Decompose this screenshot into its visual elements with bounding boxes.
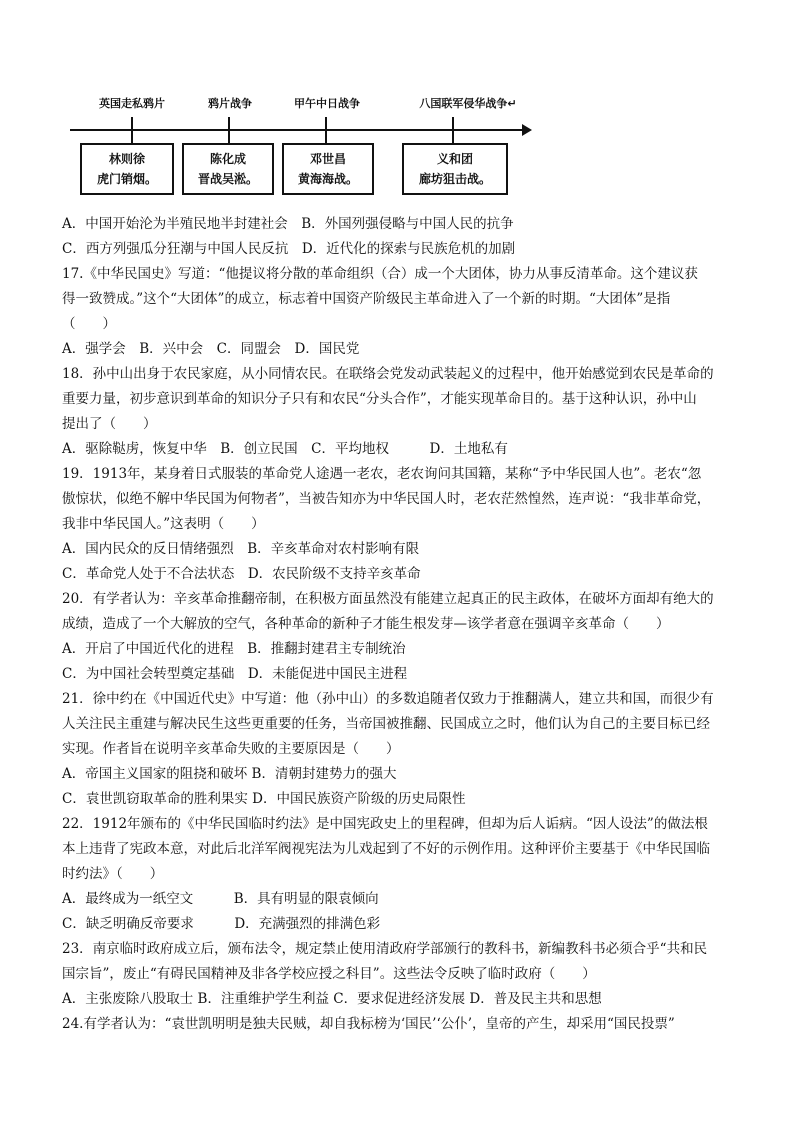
question-text: 22．1912年颁布的《中华民国临时约法》是中国宪政史上的里程碑，但却为后人诟病。“因人设法”的做法根: [62, 816, 708, 832]
timeline-box-line: 黄海海战。: [297, 172, 358, 186]
timeline-event: 鸦片战争: [208, 97, 252, 110]
timeline-box-line: 虎门销烟。: [96, 172, 157, 186]
question-text: 成绩，造成了一个大解放的空气，各种革命的新种子才能生根发芽—该学者意在强调辛亥革命（ ）: [62, 616, 670, 632]
question-text: 提出了（ ）: [62, 416, 157, 432]
question-text: 本上违背了宪政本意，对此后北洋军阀视宪法为儿戏起到了不好的示例作用。这种评价主要基于《中华民国临: [62, 841, 710, 857]
option-line: A．主张废除八股取士 B．注重维护学生利益 C．要求促进经济发展 D．普及民主共和思想: [62, 991, 602, 1007]
option-line: A．国内民众的反日情绪强烈 B．辛亥革命对农村影响有限: [62, 541, 420, 557]
timeline-connector: [228, 129, 230, 143]
timeline-box: [182, 143, 274, 195]
question-text: 23．南京临时政府成立后，颁布法令，规定禁止使用清政府学部颁行的教科书，新编教科书必须合乎“共和民: [62, 941, 708, 957]
timeline-tick: [228, 117, 230, 129]
timeline-box-line: 陈化成: [209, 152, 246, 166]
timeline-axis: [70, 129, 525, 131]
timeline-connector: [452, 129, 454, 143]
question-text: 20．有学者认为：辛亥革命推翻帝制，在积极方面虽然没有能建立起真正的民主政体，在破坏方面却有绝大的: [62, 591, 714, 607]
question-text: 重要力量，初步意识到革命的知识分子只有和农民“分头合作”，才能实现革命目的。基于这种认识，孙中山: [62, 391, 697, 407]
timeline-box-line: 林则徐: [108, 152, 145, 166]
question-text: 24.有学者认为：“袁世凯明明是独夫民贼，却自我标榜为‘国民’‘公仆’，皇帝的产生，却采用“国民投票”: [62, 1016, 675, 1032]
timeline-event: 英国走私鸦片: [99, 97, 165, 110]
option-line: C．为中国社会转型奠定基础 D．未能促进中国民主进程: [62, 666, 408, 682]
option-line: A．帝国主义国家的阻挠和破坏 B．清朝封建势力的强大: [62, 766, 397, 782]
option-line: C．西方列强瓜分狂潮与中国人民反抗 D．近代化的探索与民族危机的加剧: [62, 241, 516, 257]
timeline-tick: [452, 117, 454, 129]
option-line: C．革命党人处于不合法状态 D．农民阶级不支持辛亥革命: [62, 566, 421, 582]
question-text: 17.《中华民国史》写道：“他提议将分散的革命组织（合）成一个大团体，协力从事反清革命。这个建议获: [62, 266, 698, 282]
option-line: A．中国开始沦为半殖民地半封建社会 B．外国列强侵略与中国人民的抗争: [62, 216, 514, 232]
option-line: C．缺乏明确反帝要求 D．充满强烈的排满色彩: [62, 916, 381, 932]
timeline-box: [80, 143, 174, 195]
option-line: A．开启了中国近代化的进程 B．推翻封建君主专制统治: [62, 641, 406, 657]
question-text: 18．孙中山出身于农民家庭，从小同情农民。在联络会党发动武装起义的过程中，他开始感觉到农民是革命的: [62, 366, 714, 382]
option-line: A．最终成为一纸空文 B．具有明显的限袁倾向: [62, 891, 379, 907]
option-line: A．强学会 B．兴中会 C．同盟会 D．国民党: [62, 341, 360, 357]
question-text: 时约法》（ ）: [62, 866, 164, 882]
question-text: 19．1913年，某身着日式服装的革命党人途遇一老农，老农询问其国籍，某称“予中华民国人也”。老农“忽: [62, 466, 702, 482]
timeline-tick: [131, 117, 133, 129]
option-line: C．袁世凯窃取革命的胜利果实 D．中国民族资产阶级的历史局限性: [62, 791, 466, 807]
timeline-event: 八国联军侵华战争↵: [419, 97, 517, 110]
timeline-connector: [131, 129, 133, 143]
question-text: 我非中华民国人。”这表明（ ）: [62, 516, 265, 532]
question-text: （ ）: [62, 316, 116, 332]
timeline-tick: [325, 117, 327, 129]
question-text: 国宗旨”，废止“有碍民国精神及非各学校应授之科目”。这些法令反映了临时政府（ ）: [62, 966, 596, 982]
timeline-connector: [325, 129, 327, 143]
timeline-box: [282, 143, 374, 195]
timeline-box-line: 晋战吴淞。: [197, 172, 258, 186]
timeline-box-line: 廊坊狙击战。: [418, 172, 491, 186]
timeline-arrow-icon: [522, 124, 532, 136]
option-line: A．驱除鞑虏，恢复中华 B．创立民国 C．平均地权 D．土地私有: [62, 441, 508, 457]
question-text: 傲惊状，似绝不解中华民国为何物者”，当被告知亦为中华民国人时，老农茫然惶然，连声说：“我非革命党，: [62, 491, 711, 507]
timeline-event: 甲午中日战争: [294, 97, 360, 110]
question-text: 21．徐中约在《中国近代史》中写道：他（孙中山）的多数追随者仅致力于推翻满人，建立共和国，而很少有: [62, 691, 714, 707]
question-text: 实现。作者旨在说明辛亥革命失败的主要原因是（ ）: [62, 741, 400, 757]
timeline-box-line: 义和团: [436, 152, 473, 166]
question-text: 人关注民主重建与解决民生这些更重要的任务，当帝国被推翻、民国成立之时，他们认为自己的主要目标已经: [62, 716, 710, 732]
timeline-box-line: 邓世昌: [309, 152, 346, 166]
history-timeline: [70, 95, 540, 205]
timeline-box: [402, 143, 508, 195]
question-text: 得一致赞成。”这个“大团体”的成立，标志着中国资产阶级民主革命进入了一个新的时期。“大团体”是指: [62, 291, 671, 307]
